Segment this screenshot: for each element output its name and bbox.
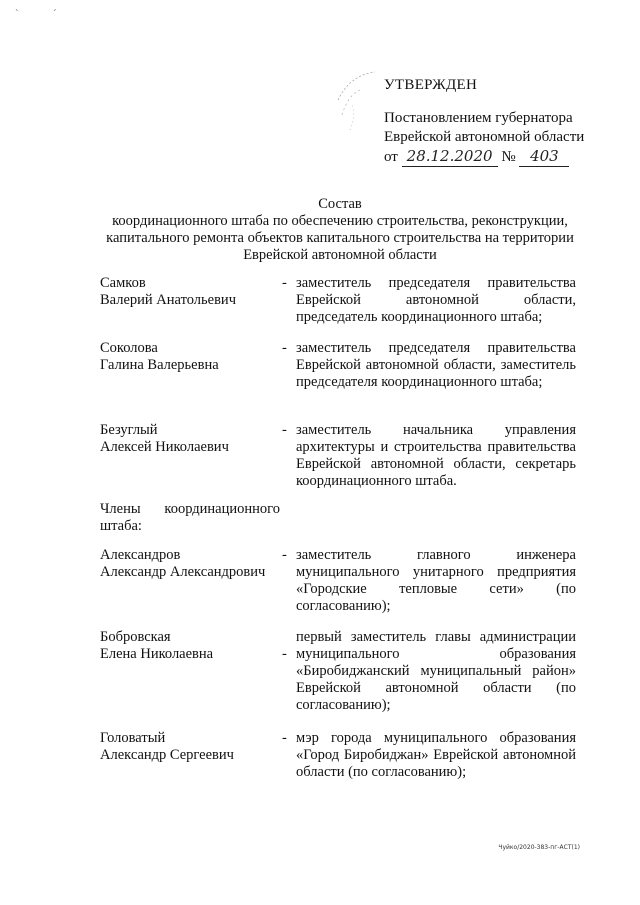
member-dash: -	[282, 730, 287, 746]
heading-line1: Состав	[318, 196, 362, 212]
member-surname: Самков	[100, 275, 146, 291]
member-role: заместитель председателя правительства Еврейской автономной области, заместитель председателя координационного штаба;	[296, 340, 576, 390]
handwritten-number: 403	[519, 147, 569, 167]
member-role: заместитель председателя правительства Еврейской автономной области, председатель координационного штаба;	[296, 275, 576, 325]
member-surname: Соколова	[100, 340, 158, 356]
heading-line4: Еврейской автономной области	[243, 247, 437, 263]
scan-mark: ´	[53, 8, 57, 20]
member-entry	[100, 275, 580, 335]
approval-line1: Постановлением губернатора	[384, 110, 573, 126]
member-surname: Бобровская	[100, 629, 171, 645]
heading-line3: капитального ремонта объектов капитального строительства на территории	[106, 230, 574, 246]
member-given-name: Алексей Николаевич	[100, 439, 229, 455]
member-entry	[100, 547, 580, 617]
member-role: заместитель начальника управления архитектуры и строительства правительства Еврейской автономной области, секретарь координационного штаба.	[296, 422, 576, 489]
member-role: заместитель главного инженера муниципального унитарного предприятия «Городские тепловые сети» (по согласованию);	[296, 547, 576, 614]
member-surname: Головатый	[100, 730, 166, 746]
stamp-scribble	[330, 60, 390, 140]
member-given-name: Валерий Анатольевич	[100, 292, 236, 308]
scan-mark: `	[15, 8, 19, 20]
member-entry	[100, 629, 580, 719]
approval-title: УТВЕРЖДЕН	[384, 77, 478, 93]
member-given-name: Елена Николаевна	[100, 646, 214, 662]
member-role: первый заместитель главы администрации муниципального образования «Биробиджанский муниципальный район» Еврейской автономной области (по согласованию);	[296, 629, 576, 713]
number-prefix: №	[501, 149, 516, 165]
member-given-name: Александр Александрович	[100, 564, 266, 580]
member-dash: -	[282, 340, 287, 356]
member-entry	[100, 340, 580, 410]
member-role: мэр города муниципального образования «Город Биробиджан» Еврейской автономной области (по согласованию);	[296, 730, 576, 780]
member-dash: -	[282, 275, 287, 291]
member-surname: Александров	[100, 547, 181, 563]
date-prefix: от	[384, 149, 398, 165]
member-entry	[100, 730, 580, 790]
member-given-name: Галина Валерьевна	[100, 357, 219, 373]
member-dash: -	[282, 422, 287, 438]
members-label: Члены координационного штаба:	[100, 501, 280, 534]
approval-block	[384, 76, 604, 167]
heading-line2: координационного штаба по обеспечению строительства, реконструкции,	[112, 213, 568, 229]
document-heading	[100, 196, 580, 264]
document-footer-code: Чуйко/2020-383-пг-АСТ(1)	[498, 844, 580, 851]
member-dash: -	[282, 547, 287, 563]
member-entry	[100, 422, 580, 492]
member-surname: Безуглый	[100, 422, 158, 438]
member-dash: -	[282, 646, 287, 662]
handwritten-date: 28.12.2020	[402, 147, 498, 167]
member-given-name: Александр Сергеевич	[100, 747, 234, 763]
approval-date-line	[384, 147, 604, 167]
approval-line2: Еврейской автономной области	[384, 129, 585, 145]
